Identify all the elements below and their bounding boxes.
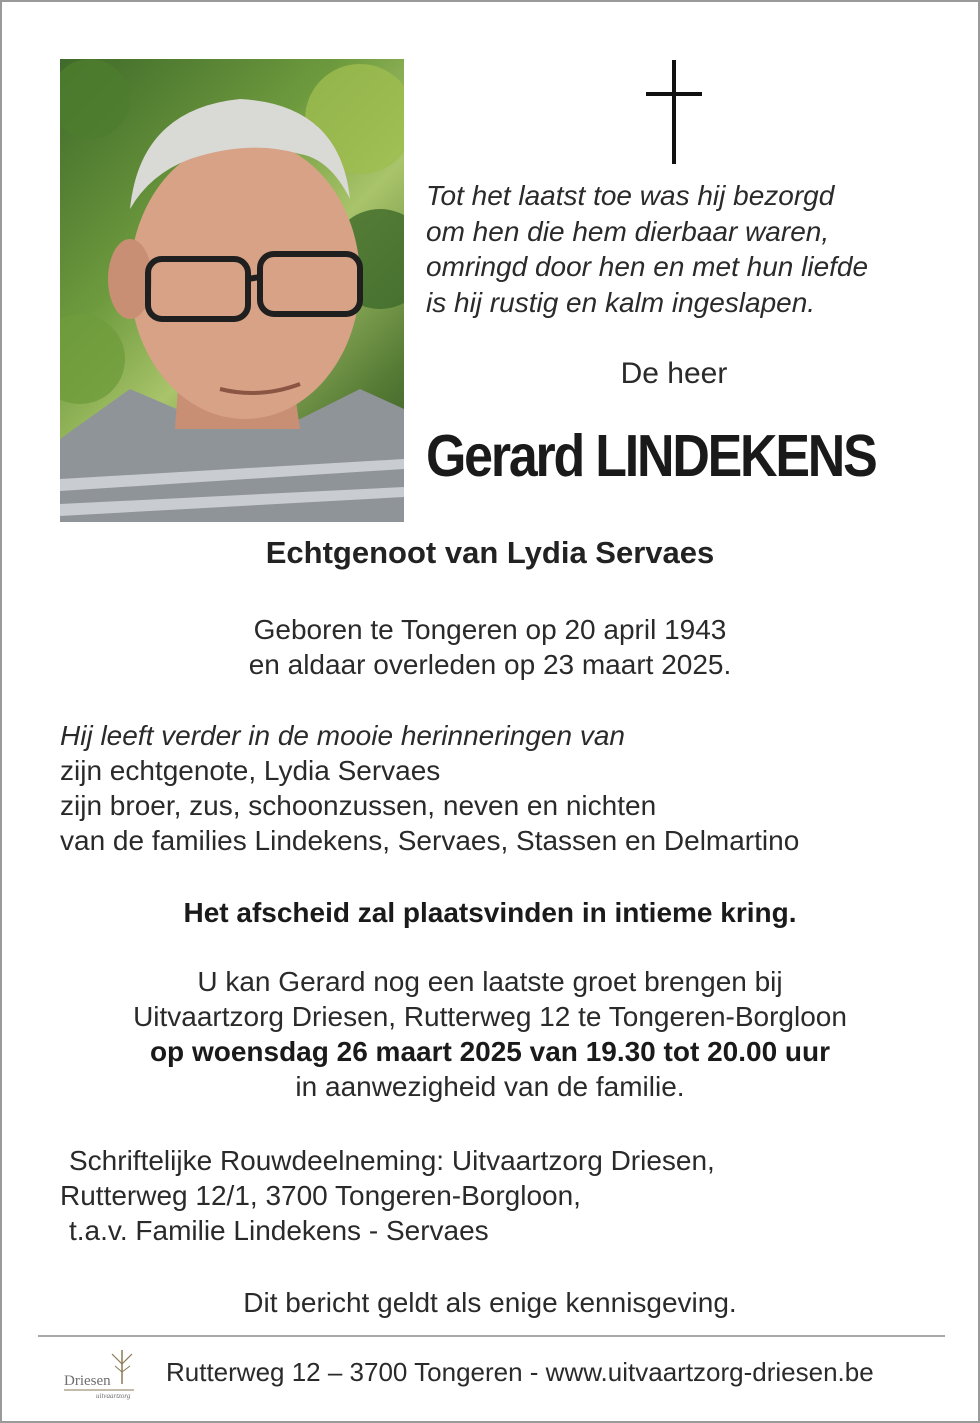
logo-subtitle: uitvaartzorg bbox=[96, 1392, 131, 1400]
poem-line: Tot het laatst toe was hij bezorgd bbox=[426, 180, 835, 211]
visit-block bbox=[2, 964, 978, 1104]
birth-death-info bbox=[2, 612, 978, 682]
poem bbox=[426, 178, 966, 320]
logo-name: Driesen bbox=[64, 1373, 111, 1389]
sole-notice-text: Dit bericht geldt als enige kennisgeving. bbox=[243, 1287, 737, 1318]
footer-divider bbox=[38, 1335, 945, 1337]
cross-icon bbox=[642, 60, 706, 164]
portrait-photo bbox=[60, 59, 404, 522]
memories-intro: Hij leeft verder in de mooie herinneringen van bbox=[60, 720, 625, 751]
birth-line: Geboren te Tongeren op 20 april 1943 bbox=[253, 614, 727, 645]
memories-block bbox=[60, 718, 960, 858]
condolence-line: t.a.v. Familie Lindekens - Servaes bbox=[69, 1215, 489, 1246]
honorific: De heer bbox=[620, 357, 728, 390]
spouse-line: Echtgenoot van Lydia Servaes bbox=[265, 535, 715, 570]
memories-line: zijn broer, zus, schoonzussen, neven en nichten bbox=[60, 790, 657, 821]
memories-line: van de families Lindekens, Servaes, Stassen en Delmartino bbox=[60, 825, 800, 856]
visit-line: in aanwezigheid van de familie. bbox=[295, 1071, 685, 1102]
condolence-line: Schriftelijke Rouwdeelneming: Uitvaartzorg Driesen, bbox=[69, 1145, 715, 1176]
condolence-line: Rutterweg 12/1, 3700 Tongeren-Borgloon, bbox=[60, 1180, 581, 1211]
death-line: en aldaar overleden op 23 maart 2025. bbox=[248, 649, 732, 680]
visit-datetime: op woensdag 26 maart 2025 van 19.30 tot 20.00 uur bbox=[149, 1036, 831, 1067]
sole-notice bbox=[2, 1285, 978, 1320]
footer-address: Rutterweg 12 – 3700 Tongeren - www.uitvaartzorg-driesen.be bbox=[166, 1357, 874, 1387]
funeral-home-logo bbox=[60, 1344, 146, 1404]
farewell-notice bbox=[2, 895, 978, 930]
visit-line: U kan Gerard nog een laatste groet brengen bij bbox=[197, 966, 783, 997]
poem-line: is hij rustig en kalm ingeslapen. bbox=[426, 286, 816, 318]
poem-line: om hen die hem dierbaar waren, bbox=[426, 215, 830, 247]
tree-icon bbox=[60, 1344, 146, 1404]
poem-line: omringd door hen en met hun liefde bbox=[426, 251, 869, 282]
condolence-address bbox=[60, 1143, 960, 1248]
memories-line: zijn echtgenote, Lydia Servaes bbox=[60, 755, 441, 786]
deceased-name: Gerard LINDEKENS bbox=[426, 423, 876, 489]
farewell-text: Het afscheid zal plaatsvinden in intieme kring. bbox=[183, 897, 797, 928]
visit-line: Uitvaartzorg Driesen, Rutterweg 12 te Tongeren-Borgloon bbox=[133, 1001, 847, 1032]
